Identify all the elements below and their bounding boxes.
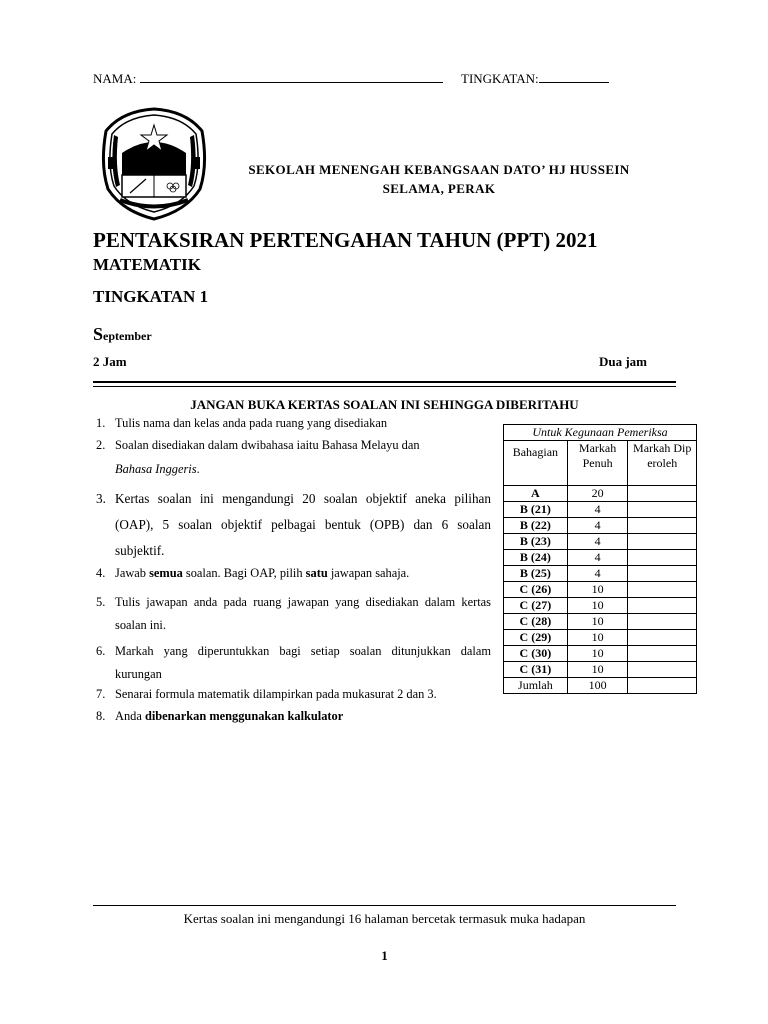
subject-title: MATEMATIK [93,255,201,274]
full-marks-cell: 4 [567,518,628,534]
name-label: NAMA: [93,71,137,86]
full-marks-cell: 4 [567,502,628,518]
full-marks-cell: 4 [567,534,628,550]
school-crest-logo [100,105,208,223]
section-cell: C (27) [504,598,568,614]
header-double-rule [93,381,676,387]
marks-obtained-cell[interactable] [628,630,697,646]
instruction-item: 6. Markah yang diperuntukkan bagi setiap soalan ditunjukkan dalam kurungan [96,644,491,681]
form-label: TINGKATAN: [461,71,539,86]
full-marks-cell: 10 [567,646,628,662]
footer-note: Kertas soalan ini mengandungi 16 halaman bercetak termasuk muka hadapan [183,911,586,926]
table-row [504,486,697,502]
exam-month [93,324,152,345]
full-marks-cell: 4 [567,566,628,582]
instruction-item: 7. Senarai formula matematik dilampirkan pada mukasurat 2 dan 3. [96,687,437,701]
footer-rule [93,905,676,906]
instruction-item: 4. Jawab semua soalan. Bagi OAP, pilih satu jawapan sahaja. [96,566,410,580]
full-marks-cell: 10 [567,598,628,614]
marks-obtained-cell[interactable] [628,614,697,630]
full-marks-cell: 10 [567,630,628,646]
exam-hours: 2 Jam [93,354,127,369]
full-marks-cell: 4 [567,550,628,566]
form-field-label [461,71,609,87]
instruction-item-continued: Bahasa Inggeris. [115,462,200,476]
section-cell: A [504,486,568,502]
marks-obtained-cell[interactable] [628,662,697,678]
table-row [504,614,697,630]
month-rest: eptember [103,329,152,343]
column-header-full-marks: Markah Penuh [567,441,628,486]
marks-obtained-cell[interactable] [628,598,697,614]
table-row [504,630,697,646]
marks-obtained-cell[interactable] [628,518,697,534]
table-row [504,566,697,582]
instructions-list [93,416,491,731]
exam-title: PENTAKSIRAN PERTENGAHAN TAHUN (PPT) 2021 [93,228,598,252]
section-cell: C (31) [504,662,568,678]
section-cell: B (22) [504,518,568,534]
table-caption: Untuk Kegunaan Pemeriksa [504,425,697,441]
instruction-item: 3. Kertas soalan ini mengandungi 20 soalan objektif aneka pilihan (OAP), 5 soalan objektif pelbagai bentuk (OPB) dan 6 soalan subjektif. [96,491,491,558]
table-row [504,662,697,678]
instruction-item: 5. Tulis jawapan anda pada ruang jawapan yang disediakan dalam kertas soalan ini. [96,595,491,632]
section-cell: B (24) [504,550,568,566]
instruction-item: 8. Anda dibenarkan menggunakan kalkulator [96,709,344,723]
marks-obtained-cell[interactable] [628,502,697,518]
table-row [504,502,697,518]
section-cell: C (29) [504,630,568,646]
marks-obtained-cell[interactable] [628,550,697,566]
table-row [504,550,697,566]
marks-obtained-cell[interactable] [628,582,697,598]
full-marks-cell: 10 [567,582,628,598]
marks-obtained-cell[interactable] [628,534,697,550]
marks-obtained-cell[interactable] [628,486,697,502]
marks-obtained-cell[interactable] [628,566,697,582]
section-cell: B (25) [504,566,568,582]
table-row [504,534,697,550]
full-marks-cell: 10 [567,662,628,678]
instruction-item: 2. Soalan disediakan dalam dwibahasa iaitu Bahasa Melayu dan [96,438,420,452]
school-location: SELAMA, PERAK [382,181,496,196]
instruction-item: 1. Tulis nama dan kelas anda pada ruang yang disediakan [96,416,388,430]
table-row [504,646,697,662]
page-number: 1 [381,948,388,963]
examiner-marks-table [503,424,697,694]
warning-text: JANGAN BUKA KERTAS SOALAN INI SEHINGGA DIBERITAHU [190,397,579,412]
section-cell: C (26) [504,582,568,598]
full-marks-cell: 10 [567,614,628,630]
marks-obtained-cell[interactable] [628,646,697,662]
name-field-label [93,71,443,87]
name-blank-line[interactable] [140,72,443,83]
table-row [504,518,697,534]
total-value: 100 [567,678,628,694]
month-initial: S [93,324,104,344]
table-row [504,598,697,614]
section-cell: C (30) [504,646,568,662]
exam-duration: Dua jam [598,354,647,369]
column-header-section: Bahagian [504,441,568,486]
total-obtained-cell[interactable] [628,678,697,694]
full-marks-cell: 20 [567,486,628,502]
section-cell: B (23) [504,534,568,550]
table-row [504,582,697,598]
table-row-total [504,678,697,694]
section-cell: B (21) [504,502,568,518]
form-blank-line[interactable] [539,72,609,83]
column-header-marks-obtained: Markah Diperoleh [628,441,697,486]
total-label: Jumlah [504,678,568,694]
section-cell: C (28) [504,614,568,630]
school-name: SEKOLAH MENENGAH KEBANGSAAN DATO’ HJ HUSSEIN [248,162,630,177]
form-level: TINGKATAN 1 [93,287,209,306]
